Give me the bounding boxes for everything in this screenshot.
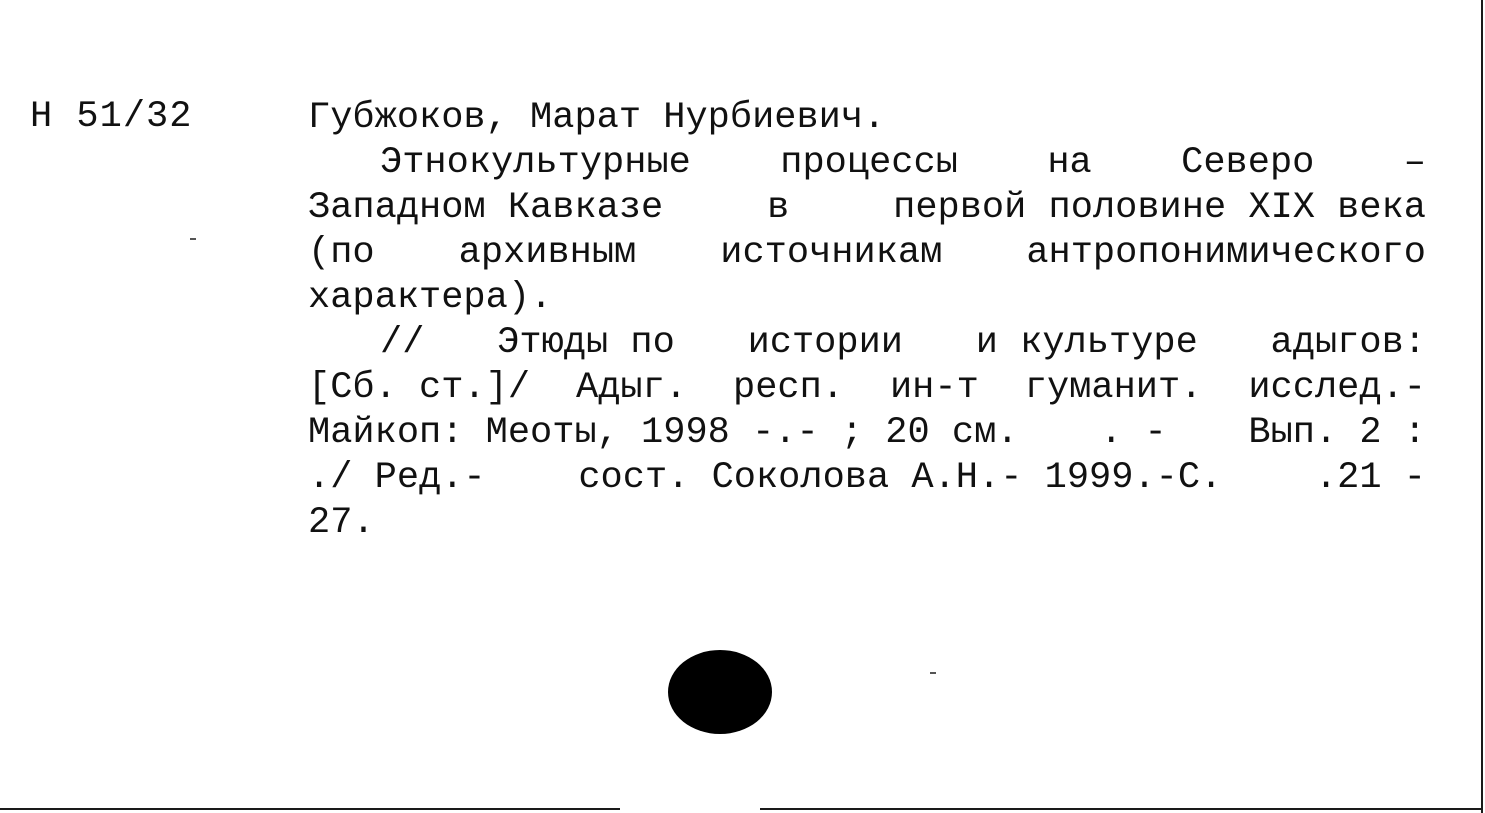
title-line-end: характера).	[308, 277, 553, 319]
source-word: гуманит.	[1024, 367, 1203, 409]
card-bottom-edge	[760, 808, 1481, 810]
title-word: Западном Кавказе	[308, 187, 664, 229]
source-line	[308, 411, 1426, 456]
title-word: процессы	[780, 142, 958, 184]
source-word: [Сб. ст.]/	[308, 367, 531, 409]
shelfmark: Н 51/32	[30, 96, 193, 138]
title-word: в	[767, 187, 790, 229]
source-line-end: 27.	[308, 502, 375, 544]
source-word: исслед.-	[1248, 367, 1426, 409]
title-line	[308, 186, 1426, 231]
card-right-edge	[1481, 0, 1483, 813]
bibliographic-entry	[308, 96, 1426, 546]
source-word: адыгов:	[1270, 322, 1426, 364]
title-word: источникам	[720, 232, 943, 274]
source-word: Майкоп: Меоты, 1998 -.- ; 20 см.	[308, 412, 1019, 454]
source-word: //	[380, 322, 425, 364]
title-word: архивным	[458, 232, 637, 274]
title-line	[308, 141, 1426, 186]
author-heading: Губжоков, Марат Нурбиевич.	[308, 97, 886, 139]
title-word: на	[1047, 142, 1092, 184]
source-line	[308, 366, 1426, 411]
title-word: –	[1403, 142, 1426, 184]
card-bottom-edge	[0, 808, 620, 810]
source-word: ин-т	[889, 367, 979, 409]
title-word: антропонимического	[1026, 232, 1426, 274]
source-word: . -	[1100, 412, 1167, 454]
source-word: Вып. 2 :	[1248, 412, 1426, 454]
title-word: Северо	[1181, 142, 1315, 184]
punch-hole	[668, 650, 772, 734]
title-word: первой половине XIX века	[893, 187, 1426, 229]
source-word: респ.	[732, 367, 845, 409]
source-word: и культуре	[975, 322, 1198, 364]
source-line	[308, 321, 1426, 366]
source-line	[308, 456, 1426, 501]
title-line	[308, 231, 1426, 276]
scan-speck	[930, 672, 936, 674]
source-word: .21 -	[1314, 457, 1426, 499]
source-word: ./ Ред.-	[308, 457, 486, 499]
source-word: Этюды по	[497, 322, 675, 364]
title-word: Этнокультурные	[380, 142, 691, 184]
scan-speck	[190, 238, 196, 240]
title-word: (по	[308, 232, 375, 274]
source-word: Адыг.	[576, 367, 688, 409]
source-word: истории	[747, 322, 903, 364]
source-word: сост. Соколова А.Н.- 1999.-С.	[578, 457, 1223, 499]
